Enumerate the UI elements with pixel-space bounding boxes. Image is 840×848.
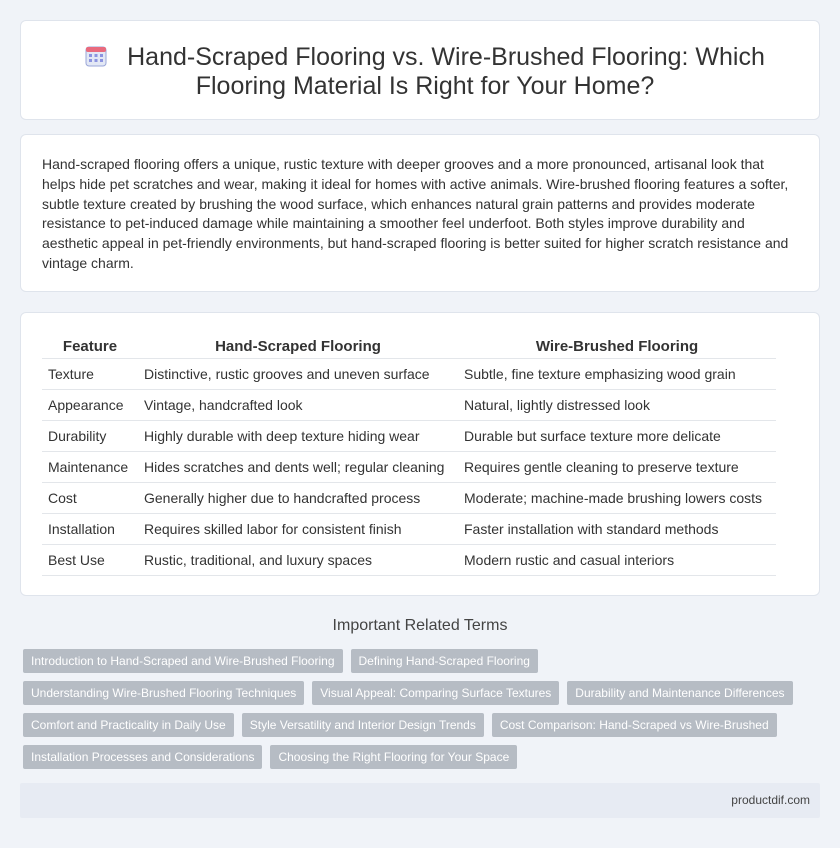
table-row [42,544,776,575]
table-cell-feature: Cost [42,482,138,513]
related-term-link[interactable]: Choosing the Right Flooring for Your Space [270,745,517,769]
table-cell-wire-brushed: Durable but surface texture more delicate [458,420,776,451]
table-row [42,513,776,544]
related-term-link[interactable]: Defining Hand-Scraped Flooring [351,649,538,673]
table-row [42,420,776,451]
related-term-link[interactable]: Introduction to Hand-Scraped and Wire-Brushed Flooring [23,649,343,673]
table-cell-feature: Maintenance [42,451,138,482]
table-cell-hand-scraped: Hides scratches and dents well; regular cleaning [138,451,458,482]
related-terms-list [23,649,823,777]
table-cell-hand-scraped: Requires skilled labor for consistent finish [138,513,458,544]
table-cell-feature: Best Use [42,544,138,575]
related-term-link[interactable]: Cost Comparison: Hand-Scraped vs Wire-Brushed [492,713,777,737]
table-cell-feature: Texture [42,358,138,389]
table-cell-feature: Durability [42,420,138,451]
related-term-link[interactable]: Understanding Wire-Brushed Flooring Techniques [23,681,304,705]
comparison-table-card [20,312,820,596]
table-cell-hand-scraped: Rustic, traditional, and luxury spaces [138,544,458,575]
table-row [42,358,776,389]
table-header-row [42,334,776,358]
calendar-icon [85,45,107,67]
related-term-link[interactable]: Comfort and Practicality in Daily Use [23,713,234,737]
table-cell-wire-brushed: Requires gentle cleaning to preserve texture [458,451,776,482]
related-term-link[interactable]: Style Versatility and Interior Design Trends [242,713,484,737]
page-title [51,43,799,101]
related-term-link[interactable]: Durability and Maintenance Differences [567,681,792,705]
intro-card [20,134,820,292]
footer-site-link[interactable]: productdif.com [731,793,810,807]
table-cell-wire-brushed: Moderate; machine-made brushing lowers costs [458,482,776,513]
table-cell-feature: Appearance [42,389,138,420]
table-row [42,451,776,482]
comparison-table [42,334,776,576]
table-header-feature: Feature [42,334,138,358]
table-cell-wire-brushed: Faster installation with standard methods [458,513,776,544]
table-row [42,482,776,513]
related-term-link[interactable]: Visual Appeal: Comparing Surface Textures [312,681,559,705]
page-title-text: Hand-Scraped Flooring vs. Wire-Brushed Flooring: Which Flooring Material Is Right for Your Home? [127,43,765,100]
table-cell-wire-brushed: Subtle, fine texture emphasizing wood grain [458,358,776,389]
table-cell-hand-scraped: Generally higher due to handcrafted process [138,482,458,513]
table-cell-hand-scraped: Vintage, handcrafted look [138,389,458,420]
header-card [20,20,820,120]
table-header-wire-brushed: Wire-Brushed Flooring [458,334,776,358]
table-cell-wire-brushed: Natural, lightly distressed look [458,389,776,420]
table-header-hand-scraped: Hand-Scraped Flooring [138,334,458,358]
related-terms-title: Important Related Terms [332,617,508,634]
table-cell-hand-scraped: Highly durable with deep texture hiding wear [138,420,458,451]
related-term-link[interactable]: Installation Processes and Considerations [23,745,262,769]
title-wrap [51,43,799,101]
footer [20,783,820,818]
table-cell-feature: Installation [42,513,138,544]
table-cell-wire-brushed: Modern rustic and casual interiors [458,544,776,575]
table-cell-hand-scraped: Distinctive, rustic grooves and uneven surface [138,358,458,389]
table-row [42,389,776,420]
intro-paragraph: Hand-scraped flooring offers a unique, rustic texture with deeper grooves and a more pronounced, artisanal look that helps hide pet scratches and wear, making it ideal for homes with active animals. Wire-brushed flooring features a softer, subtle texture created by brushing the wood surface, which enhances natural grain patterns and provides moderate resistance to pet-induced damage while maintaining a smoother feel underfoot. Both styles improve durability and aesthetic appeal in pet-friendly environments, but hand-scraped flooring is better suited for higher scratch resistance and vintage charm. [42,156,789,271]
